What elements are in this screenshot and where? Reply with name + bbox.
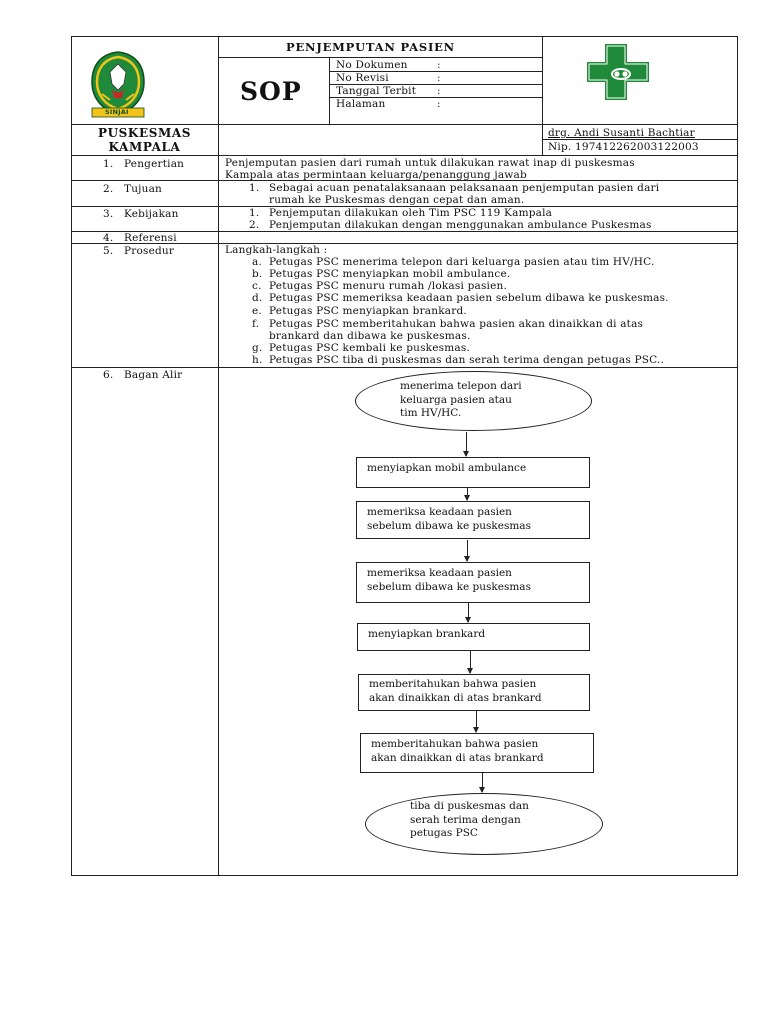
kebijakan-item-text: Penjemputan dilakukan dengan menggunakan ambulance Puskesmas — [269, 219, 652, 231]
prosedur-step-text: Petugas PSC kembali ke puskesmas. — [269, 342, 470, 354]
prosedur-step-letter: f. — [252, 318, 260, 330]
document-title: PENJEMPUTAN PASIEN — [286, 40, 455, 54]
prosedur-step-text: Petugas PSC menuru rumah /lokasi pasien. — [269, 280, 508, 292]
flow-arrow — [482, 773, 483, 792]
flow-node-line: tim HV/HC. — [400, 407, 462, 419]
meta-sep: : — [437, 98, 441, 110]
tujuan-item-line: rumah ke Puskesmas dengan cepat dan aman. — [269, 194, 525, 206]
prosedur-step-text: Petugas PSC menyiapkan mobil ambulance. — [269, 268, 511, 280]
flow-node-step — [356, 562, 590, 603]
flow-arrow — [467, 488, 468, 500]
flow-node-line: petugas PSC — [410, 827, 478, 839]
flow-node-end — [365, 793, 603, 855]
flow-node-line: tiba di puskesmas dan — [410, 800, 529, 812]
org-name-line1: PUSKESMAS — [97, 126, 192, 140]
section-num: 6. — [103, 369, 114, 381]
flow-arrow — [470, 651, 471, 673]
section-label-pengertian: Pengertian — [124, 158, 185, 170]
flow-arrow — [466, 432, 467, 456]
prosedur-step-letter: e. — [252, 305, 262, 317]
meta-label-halaman: Halaman — [336, 98, 386, 110]
flow-node-line: serah terima dengan — [410, 813, 521, 826]
prosedur-step-text: Petugas PSC menyiapkan brankard. — [269, 305, 467, 317]
prosedur-step-text: brankard dan dibawa ke puskesmas. — [269, 330, 471, 342]
meta-sep: : — [437, 72, 441, 84]
org-name-line2: KAMPALA — [108, 140, 181, 154]
flow-node-line: akan dinaikkan di atas brankard — [369, 691, 542, 704]
meta-label-no-dokumen: No Dokumen — [336, 59, 408, 71]
prosedur-step-text: Petugas PSC menerima telepon dari keluarga pasien atau tim HV/HC. — [269, 256, 655, 268]
tujuan-item-num: 1. — [249, 182, 260, 194]
sop-label: SOP — [240, 77, 302, 106]
prosedur-step-text: Petugas PSC memberitahukan bahwa pasien akan dinaikkan di atas — [269, 318, 644, 330]
section-num: 2. — [103, 183, 114, 195]
prosedur-step-text: Petugas PSC tiba di puskesmas dan serah terima dengan petugas PSC.. — [269, 354, 665, 366]
puskesmas-logo — [577, 38, 659, 106]
prosedur-step-letter: b. — [252, 268, 263, 280]
logo-banner-text: SINJAI — [105, 108, 129, 116]
flow-arrow — [468, 603, 469, 622]
section-label-kebijakan: Kebijakan — [124, 208, 179, 220]
flow-node-step — [356, 501, 590, 539]
flow-node-step — [360, 733, 594, 773]
flow-node-line: memberitahukan bahwa pasien — [371, 738, 539, 750]
meta-label-tanggal-terbit: Tanggal Terbit — [336, 85, 417, 97]
section-label-prosedur: Prosedur — [124, 245, 175, 257]
flow-node-line: menerima telepon dari — [400, 380, 522, 392]
meta-label-no-revisi: No Revisi — [336, 72, 389, 84]
prosedur-step-text: Petugas PSC memeriksa keadaan pasien sebelum dibawa ke puskesmas. — [269, 292, 669, 304]
prosedur-step-letter: c. — [252, 280, 262, 292]
flow-node-step — [358, 674, 590, 711]
meta-sep: : — [437, 85, 441, 97]
section-num: 5. — [103, 245, 114, 257]
kebijakan-item-text: Penjemputan dilakukan oleh Tim PSC 119 Kampala — [269, 207, 553, 219]
signer-nip: Nip. 197412262003122003 — [548, 141, 699, 153]
flow-node-step — [357, 623, 590, 651]
flow-node-line: sebelum dibawa ke puskesmas — [367, 580, 531, 593]
flow-node-line: sebelum dibawa ke puskesmas — [367, 519, 531, 532]
flow-node-line: memberitahukan bahwa pasien — [369, 678, 537, 690]
tujuan-item-line: Sebagai acuan penatalaksanaan pelaksanaan penjemputan pasien dari — [269, 182, 660, 194]
section-label-tujuan: Tujuan — [124, 183, 163, 195]
signer-name: drg. Andi Susanti Bachtiar — [548, 127, 695, 139]
flow-node-line: memeriksa keadaan pasien — [367, 506, 512, 518]
pengertian-line: Kampala atas permintaan keluarga/penanggung jawab — [225, 169, 527, 181]
flow-node-start — [355, 371, 592, 431]
section-num: 4. — [103, 232, 114, 244]
flow-node-line: memeriksa keadaan pasien — [367, 567, 512, 579]
flow-node-step — [356, 457, 590, 488]
prosedur-step-letter: d. — [252, 292, 263, 304]
kebijakan-item-num: 2. — [249, 219, 260, 231]
section-num: 3. — [103, 208, 114, 220]
prosedur-step-letter: a. — [252, 256, 262, 268]
prosedur-step-letter: h. — [252, 354, 263, 366]
pengertian-line: Penjemputan pasien dari rumah untuk dilakukan rawat inap di puskesmas — [225, 157, 635, 169]
flow-arrow — [467, 540, 468, 561]
section-num: 1. — [103, 158, 114, 170]
section-label-bagan-alir: Bagan Alir — [124, 369, 183, 381]
regency-logo — [88, 50, 148, 120]
section-label-referensi: Referensi — [124, 232, 177, 244]
flow-node-line: menyiapkan brankard — [368, 628, 486, 640]
flow-node-line: akan dinaikkan di atas brankard — [371, 751, 544, 764]
prosedur-step-letter: g. — [252, 342, 263, 354]
flow-node-line: menyiapkan mobil ambulance — [367, 462, 527, 474]
kebijakan-item-num: 1. — [249, 207, 260, 219]
flow-node-line: keluarga pasien atau — [400, 393, 512, 406]
prosedur-intro: Langkah-langkah : — [225, 244, 328, 256]
flow-arrow — [476, 711, 477, 732]
meta-sep: : — [437, 59, 441, 71]
